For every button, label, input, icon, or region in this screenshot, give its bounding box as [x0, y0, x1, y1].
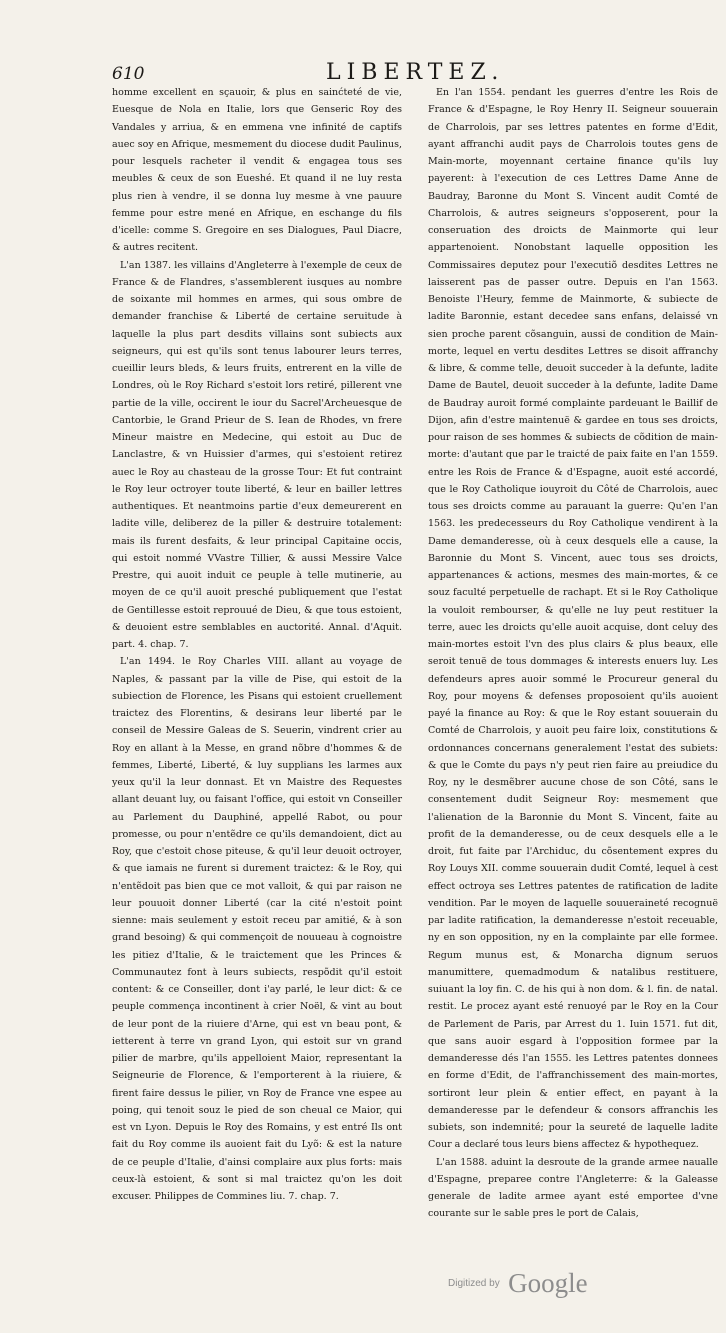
- right-paragraph-1: En l'an 1554. pendant les guerres d'entre les Rois de France & d'Espagne, le Roy Henry II. Seigneur souuerain de Charrolois, par ses lettres patentes en forme d'Edit, ayant affranchi audit pays de Charrolois toutes gens de Main-morte, moyennant certaine finance qu'ils luy payerent: à l'execution de ces Lettres Dame Anne de Baudray, Baronne du Mont S. Vincent audit Comté de Charrolois, & autres seigneurs s'opposerent, pour la conseruation des droicts de Mainmorte qui leur appartenoient. Nonobstant laquelle opposition les Commissaires deputez pour l'executiõ desdites Lettres ne laisserent pas de passer outre. Depuis en l'an 1563. Benoiste l'Heury, femme de Mainmorte, & subiecte de ladite Baronnie, estant decedee sans enfans, delaissé vn sien proche parent cõsanguin, aussi de condition de Main-morte, lequel en vertu desdites Lettres se disoit affranchy & libre, & comme telle, deuoit succeder à la defunte, ladite Dame de Bautel, deuoit succeder à la defunte, ladite Dame de Baudray auroit formé complainte pardeuant le Baillif de Dijon, afin d'estre maintenuë & gardee en tous ses droicts, pour raison de ses hommes & subiects de cõdition de main-morte: d'autant que par le traicté de paix faite en l'an 1559. entre les Rois de France & d'Espagne, auoit esté accordé, que le Roy Catholique iouyroit du Côté de Charrolois, auec tous ses droicts comme au parauant la guerre: Qu'en l'an 1563. les predecesseurs du Roy Catholique vendirent à la Dame demanderesse, où à ceux desquels elle a cause, la Baronnie du Mont S. Vincent, auec tous ses droicts, appartenances & actions, mesmes des main-mortes, & ce souz faculté perpetuelle de rachapt. Et si le Roy Catholique la vouloit rembourser, & qu'elle ne luy peut restituer la terre, auec les droicts qu'elle auoit acquise, dont celuy des main-mortes estoit l'vn des plus clairs & plus beaux, elle seroit tenuë de tous dommages & interests enuers luy. Les defendeurs apres auoir sommé le Procureur general du Roy, pour moyens & defenses proposoient qu'ils auoient payé la finance au Roy: & que le Roy estant souuerain du Comté de Charrolois, y auoit peu faire loix, constitutions & ordonnances concernans generalement l'estat des subiets: & que le Comte du pays n'y peut rien faire au preiudice du Roy, ny le desmẽbrer aucune chose de son Côté, sans le consentement dudit Seigneur Roy: mesmement que l'alienation de la Baronnie du Mont S. Vincent, faite au profit de la demanderesse, ou de ceux desquels elle a le droit, fut faite par l'Archiduc, du cõsentement expres du Roy Louys XII. comme souuerain dudit Comté, lequel à cest effect octroya ses Lettres patentes de ratification de ladite vendition. Par le moyen de laquelle souueraineté recognuë par ladite ratification, la demanderesse n'estoit receuable, ny en son opposition, ny en la complainte par elle formee. Regum munus est, & Monarcha dignum seruos manumittere, quemadmodum & natalibus restituere, suiuant la loy fin. C. de his qui à non dom. & l. fin. de natal. restit. Le procez ayant esté renuoyé par le Roy en la Cour de Parlement de Paris, par Arrest du 1. Iuin 1571. fut dit, que sans auoir esgard à l'opposition formee par la demanderesse dés l'an 1555. les Lettres patentes donnees en forme d'Edit, de l'affranchissement des main-mortes, sortiront leur plein & entier effect, en payant à la demanderesse par le defendeur & consors affranchis les subiets, son indemnité; pour la seureté de laquelle ladite Cour a declaré tous leurs biens affectez & hypothequez.: [428, 87, 718, 1151]
- running-title: LIBERTEZ.: [326, 60, 505, 85]
- page-number: 610: [112, 64, 145, 84]
- watermark-prefix: Digitized by: [448, 1278, 500, 1289]
- google-logo: Google: [508, 1268, 588, 1298]
- left-paragraph-2: L'an 1387. les villains d'Angleterre à l'exemple de ceux de France & de Flandres, s'assemblerent iusques au nombre de soixante mil hommes en armes, qui sous ombre de demander franchise & Liberté de certaine seruitude à laquelle la plus part desdits villains sont subiects aux seigneurs, qui est qu'ils sont tenus labourer leurs terres, cueillir leurs bleds, & leurs fruits, entrerent en la ville de Londres, où le Roy Richard s'estoit lors retiré, pillerent vne partie de la ville, occirent le iour du Sacrel'Archeuesque de Cantorbie, le Grand Prieur de S. Iean de Rhodes, vn frere Mineur maistre en Medecine, qui estoit au Duc de Lanclastre, & vn Huissier d'armes, qui s'estoient retirez auec le Roy au chasteau de la grosse Tour: Et fut contraint le Roy leur octroyer toute liberté, & leur en bailler lettres authentiques. Et neantmoins partie d'eux demeurerent en ladite ville, deliberez de la piller & destruire totalement: mais ils furent desfaits, & leur principal Capitaine occis, qui estoit nommé VVastre Tillier, & aussi Messire Valce Prestre, qui auoit induit ce peuple à telle mutinerie, au moyen de ce qu'il auoit presché publiquement que l'estat de Gentillesse estoit reprouué de Dieu, & que tous estoient, & deuoient estre semblables en auctorité. Annal. d'Aquit. part. 4. chap. 7.: [112, 259, 402, 650]
- left-paragraph-1: homme excellent en sçauoir, & plus en sainćteté de vie, Euesque de Nola en Italie, lors que Genseric Roy des Vandales y arriua, & en emmena vne infinité de captifs auec soy en Afrique, mesmement du diocese dudit Paulinus, pour lesquels racheter il vendit & engagea tous ses meubles & ceux de son Eueshé. Et quand il ne luy resta plus rien à vendre, il se donna luy mesme à vne pauure femme pour estre mené en Afrique, en eschange du fils d'icelle: comme S. Gregoire en ses Dialogues, Paul Diacre, & autres recitent.: [112, 87, 402, 254]
- right-paragraph-2: L'an 1588. aduint la desroute de la grande armee naualle d'Espagne, preparee contre l'Angleterre: & la Galeasse generale de ladite armee ayant esté emportee d'vne courante sur le sable pres le port de Calais,: [428, 1156, 718, 1220]
- right-column: [428, 84, 718, 1223]
- digitized-watermark: [448, 1268, 588, 1299]
- left-column: [112, 84, 402, 1205]
- left-paragraph-3: L'an 1494. le Roy Charles VIII. allant au voyage de Naples, & passant par la ville de Pise, qui estoit de la subiection de Florence, les Pisans qui estoient cruellement traictez des Florentins, & desirans leur liberté par le conseil de Messire Galeas de S. Seuerin, vindrent crier au Roy en allant à la Messe, en grand nõbre d'hommes & de femmes, Liberté, Liberté, & luy supplians les larmes aux yeux qu'il la leur donnast. Et vn Maistre des Requestes allant deuant luy, ou faisant l'office, qui estoit vn Conseiller au Parlement du Dauphiné, appellé Rabot, ou pour promesse, ou pour n'entẽdre ce qu'ils demandoient, dict au Roy, que c'estoit chose piteuse, & qu'il leur deuoit octroyer, & que iamais ne furent si durement traictez: & le Roy, qui n'entẽdoit pas bien que ce mot valloit, & qui par raison ne leur pouuoit donner Liberté (car la cité n'estoit point sienne: mais seulement y estoit receu par amitié, & à son grand besoing) & qui commençoit de nouueau à cognoistre les pitiez d'Italie, & le traictement que les Princes & Communautez font à leurs subiects, respõdit qu'il estoit content: & ce Conseiller, dont i'ay parlé, le leur dict: & ce peuple commença incontinent à crier Noël, & vint au bout de leur pont de la riuiere d'Arne, qui est vn beau pont, & ietterent à terre vn grand Lyon, qui estoit sur vn grand pilier de marbre, qu'ils appelloient Maior, representant la Seigneurie de Florence, & l'emporterent à la riuiere, & firent faire dessus le pilier, vn Roy de France vne espee au poing, qui tenoit souz le pied de son cheual ce Maior, qui est vn Lyon. Depuis le Roy des Romains, y est entré Ils ont fait du Roy comme ils auoient fait du Lyõ: & est la nature de ce peuple d'Italie, d'ainsi complaire aux plus forts: mais ceux-là estoient, & sont si mal traictez qu'on les doit excuser. Philippes de Commines liu. 7. chap. 7.: [112, 656, 402, 1202]
